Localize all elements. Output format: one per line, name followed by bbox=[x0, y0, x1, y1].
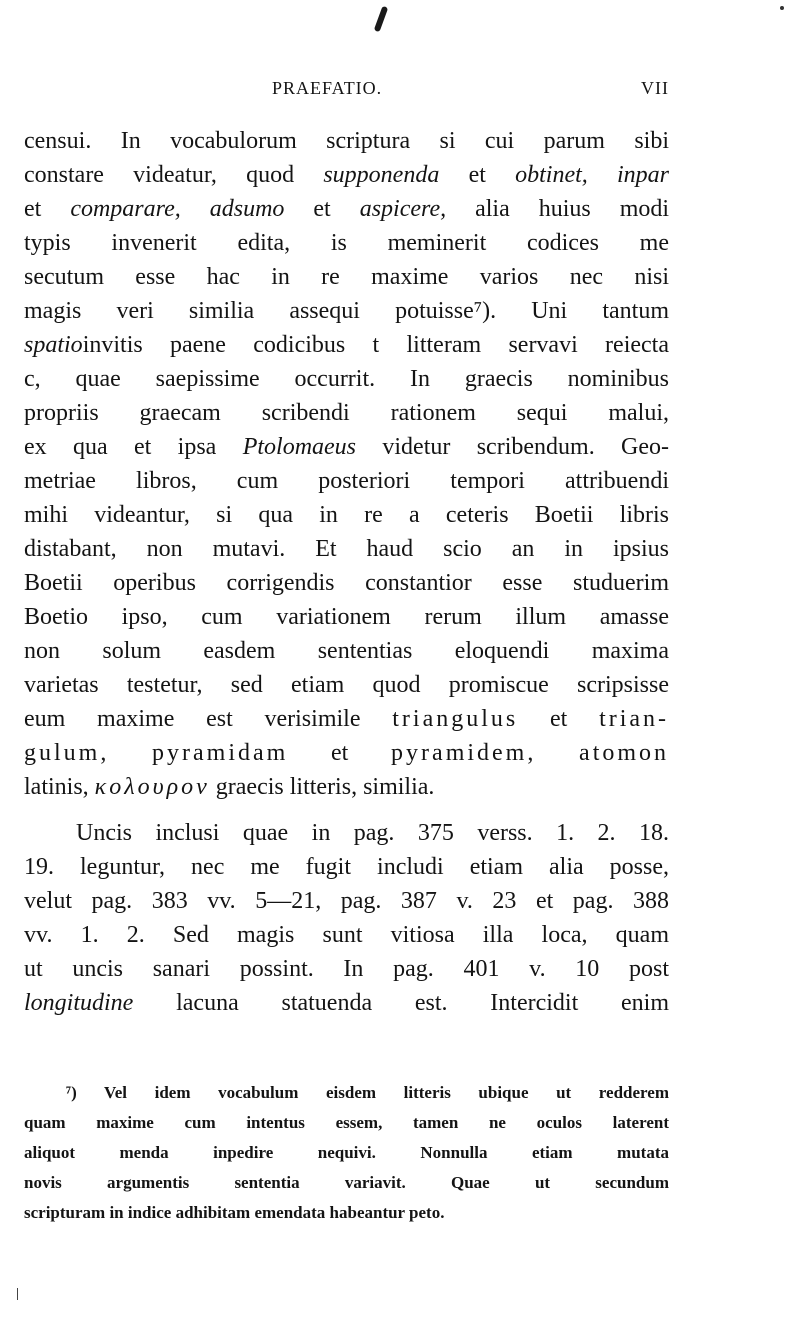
text-run: ex qua et ipsa bbox=[24, 434, 217, 460]
text-run: invitis paene codicibus t litteram servavi reiecta bbox=[82, 332, 669, 358]
text-run: et bbox=[468, 162, 486, 188]
text-line: magis veri similia assequi potuisse⁷). Uni tantum bbox=[24, 298, 669, 324]
text-run: latinis, bbox=[24, 774, 89, 800]
text-line: censui. In vocabulorum scriptura si cui parum sibi bbox=[24, 128, 669, 154]
text-line bbox=[24, 770, 669, 804]
spaced-word: pyramidem, bbox=[391, 740, 537, 766]
text-line: varietas testetur, sed etiam quod promiscue scripsisse bbox=[24, 672, 669, 698]
text-run: et bbox=[24, 196, 42, 222]
margin-tick bbox=[17, 1288, 18, 1300]
text-line: c, quae saepissime occurrit. In graecis nominibus bbox=[24, 366, 669, 392]
spaced-word: atomon bbox=[579, 740, 669, 766]
text-line bbox=[24, 158, 669, 192]
italic-word: obtinet, bbox=[515, 162, 588, 188]
italic-word: Ptolomaeus bbox=[242, 434, 357, 460]
text-line: typis invenerit edita, is meminerit codices me bbox=[24, 230, 669, 256]
greek-word: κολουρον bbox=[94, 774, 210, 800]
footnote-line: novis argumentis sententia variavit. Quae ut secundum bbox=[24, 1173, 669, 1192]
text-run: alia huius modi bbox=[475, 196, 669, 222]
text-line: metriae libros, cum posteriori tempori attribuendi bbox=[24, 468, 669, 494]
page-number: VII bbox=[641, 78, 669, 98]
running-header bbox=[24, 78, 669, 102]
header-title: PRAEFATIO. bbox=[272, 78, 383, 98]
spaced-word: gulum, bbox=[24, 740, 110, 766]
text-line bbox=[24, 192, 669, 226]
text-run: lacuna statuenda est. Intercidit enim bbox=[176, 990, 669, 1016]
text-line: mihi videantur, si qua in re a ceteris Boetii libris bbox=[24, 502, 669, 528]
text-line bbox=[24, 328, 669, 362]
text-line: secutum esse hac in re maxime varios nec nisi bbox=[24, 264, 669, 290]
footnote-line: scripturam in indice adhibitam emendata habeantur peto. bbox=[24, 1203, 445, 1222]
text-run: et bbox=[331, 740, 349, 766]
text-run: graecis litteris, similia. bbox=[215, 774, 435, 800]
footnote bbox=[24, 1078, 669, 1228]
text-line: velut pag. 383 vv. 5—21, pag. 387 v. 23 et pag. 388 bbox=[24, 888, 669, 914]
text-run: constare videatur, quod bbox=[24, 162, 295, 188]
text-run: videtur scribendum. Geo- bbox=[382, 434, 669, 460]
spaced-word: pyramidam bbox=[152, 740, 289, 766]
italic-word: adsumo bbox=[209, 196, 285, 222]
text-line: 19. leguntur, nec me fugit includi etiam alia posse, bbox=[24, 854, 669, 880]
text-line bbox=[24, 736, 669, 770]
text-line bbox=[24, 430, 669, 464]
text-line: propriis graecam scribendi rationem sequi malui, bbox=[24, 400, 669, 426]
ink-dot bbox=[780, 6, 784, 10]
text-run: eum maxime est verisimile bbox=[24, 706, 361, 732]
italic-word: aspicere, bbox=[359, 196, 447, 222]
text-line: Uncis inclusi quae in pag. 375 verss. 1. 2. 18. bbox=[76, 820, 669, 846]
paragraph-1 bbox=[24, 124, 669, 804]
spaced-word: triangulus bbox=[392, 706, 519, 732]
footnote-line: quam maxime cum intentus essem, tamen ne oculos laterent bbox=[24, 1113, 669, 1132]
text-line: ut uncis sanari possint. In pag. 401 v. 10 post bbox=[24, 956, 669, 982]
text-line bbox=[24, 702, 669, 736]
italic-word: longitudine bbox=[24, 990, 134, 1016]
text-line bbox=[24, 986, 669, 1020]
ink-mark bbox=[374, 6, 389, 32]
italic-word: supponenda bbox=[323, 162, 440, 188]
text-line: Boetii operibus corrigendis constantior esse studuerim bbox=[24, 570, 669, 596]
spaced-word: trian- bbox=[599, 706, 669, 732]
paragraph-2 bbox=[24, 816, 669, 1020]
text-line: vv. 1. 2. Sed magis sunt vitiosa illa loca, quam bbox=[24, 922, 669, 948]
text-line: non solum easdem sententias eloquendi maxima bbox=[24, 638, 669, 664]
italic-word: comparare, bbox=[70, 196, 181, 222]
footnote-line: aliquot menda inpedire nequivi. Nonnulla etiam mutata bbox=[24, 1143, 669, 1162]
footnote-line: ⁷) Vel idem vocabulum eisdem litteris ubique ut redderem bbox=[66, 1083, 669, 1102]
text-run: et bbox=[313, 196, 331, 222]
text-run: et bbox=[549, 706, 568, 732]
italic-word: spatio bbox=[24, 332, 83, 358]
italic-word: inpar bbox=[617, 162, 669, 188]
text-line: distabant, non mutavi. Et haud scio an in ipsius bbox=[24, 536, 669, 562]
main-text bbox=[24, 124, 669, 1020]
text-line: Boetio ipso, cum variationem rerum illum amasse bbox=[24, 604, 669, 630]
